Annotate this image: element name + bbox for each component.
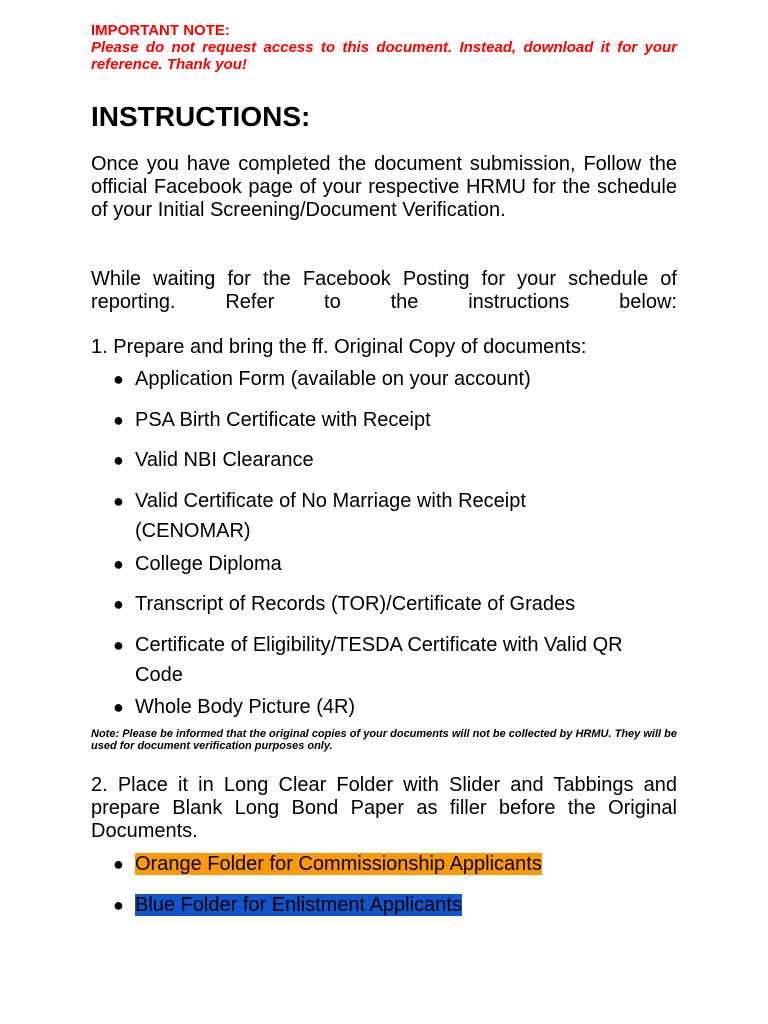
bullet-icon: ● [113, 854, 124, 874]
list-item: ● Certificate of Eligibility/TESDA Certificate with Valid QR Code [113, 630, 655, 690]
important-note-title: IMPORTANT NOTE: [91, 22, 230, 39]
bullet-icon: ● [113, 554, 124, 574]
blue-folder-label: Blue Folder for Enlistment Applicants [135, 894, 462, 916]
waiting-paragraph: While waiting for the Facebook Posting for your schedule of reporting. Refer to the instructions below: [91, 268, 677, 313]
list-item [113, 849, 542, 879]
list-item: ● Valid Certificate of No Marriage with Receipt (CENOMAR) [113, 486, 595, 546]
instructions-heading: INSTRUCTIONS: [91, 101, 311, 132]
collection-note: Note: Please be informed that the original copies of your documents will not be collected by HRMU. They will be used for document verification purposes only. [91, 728, 677, 752]
list-item: ● Transcript of Records (TOR)/Certificate of Grades [113, 589, 655, 619]
bullet-icon: ● [113, 410, 124, 430]
bullet-icon: ● [113, 895, 124, 915]
bullet-icon: ● [113, 491, 124, 511]
document-page [91, 22, 677, 916]
list-item: ● Whole Body Picture (4R) [113, 692, 655, 722]
step-1-text: 1. Prepare and bring the ff. Original Copy of documents: [91, 336, 587, 358]
bullet-icon: ● [113, 369, 124, 389]
step-2-text: 2. Place it in Long Clear Folder with Slider and Tabbings and prepare Blank Long Bond Paper as filler before the Original Documents. [91, 774, 677, 842]
bullet-icon: ● [113, 594, 124, 614]
list-item: ● Application Form (available on your account) [113, 364, 655, 394]
list-item: ● College Diploma [113, 549, 655, 579]
list-item: ● PSA Birth Certificate with Receipt [113, 405, 655, 435]
intro-paragraph: Once you have completed the document submission, Follow the official Facebook page of your respective HRMU for the schedule of your Initial Screening/Document Verification. [91, 153, 677, 221]
important-note-body: Please do not request access to this document. Instead, download it for your reference. Thank you! [91, 39, 677, 73]
list-item: ● Valid NBI Clearance [113, 445, 655, 475]
bullet-icon: ● [113, 697, 124, 717]
orange-folder-label: Orange Folder for Commissionship Applicants [135, 853, 542, 875]
bullet-icon: ● [113, 635, 124, 655]
bullet-icon: ● [113, 450, 124, 470]
list-item [113, 890, 462, 920]
